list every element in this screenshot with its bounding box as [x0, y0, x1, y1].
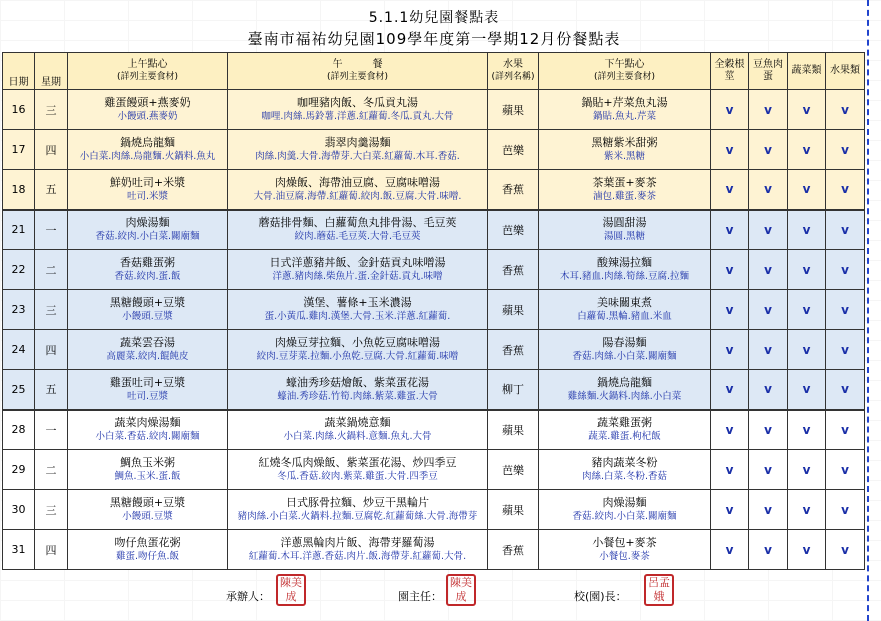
veg-check: v: [788, 170, 826, 210]
lunch-dish: 蘑菇排骨麵、白蘿蔔魚丸排骨湯、毛豆莢: [258, 216, 457, 230]
fruits-check: v: [826, 90, 865, 130]
header-am-snack-sub: (詳列主要食材): [116, 72, 179, 82]
am-snack-dish: 雞蛋饅頭+燕麥奶: [104, 96, 191, 109]
am-snack-dish: 香菇雞蛋粥: [120, 256, 175, 269]
header-date: 日期: [3, 53, 35, 90]
am-snack-cell: [68, 210, 228, 250]
date-cell: 23: [3, 290, 35, 330]
fruit-cell: 芭樂: [488, 130, 539, 170]
table-row: [3, 130, 865, 170]
lunch-ingredients: 肉絲.肉羹.大骨.海帶芽.大白菜.紅蘿蔔.木耳.香菇.: [255, 151, 460, 162]
table-row: [3, 250, 865, 290]
protein-check: v: [749, 250, 788, 290]
lunch-cell: [228, 250, 488, 290]
seal-char: 呂: [648, 576, 659, 589]
am-snack-ingredients: 香菇.絞肉.小白菜.關廟麵: [95, 231, 200, 243]
lunch-dish: 紅燒冬瓜肉燥飯、紫菜蛋花湯、炒四季豆: [258, 456, 457, 469]
am-snack-cell: [68, 130, 228, 170]
lunch-ingredients: 豬肉絲.小白菜.火鍋料.拉麵.豆腐乾.紅蘿蔔絲.大骨.海帶芽: [237, 511, 478, 522]
principal-label: 校(園)長：: [574, 590, 627, 603]
pm-snack-dish: 黑糖紫米甜粥: [591, 136, 658, 149]
am-snack-ingredients: 吐司.豆漿: [126, 390, 169, 402]
date-cell: 22: [3, 250, 35, 290]
am-snack-dish: 吻仔魚蛋花粥: [114, 536, 181, 549]
header-fruit: [488, 53, 539, 90]
date-cell: 24: [3, 330, 35, 370]
protein-check: v: [749, 90, 788, 130]
table-row: [3, 290, 865, 330]
table-row: [3, 450, 865, 490]
header-protein: [749, 53, 788, 90]
weekday-cell: 三: [35, 90, 68, 130]
lunch-dish: 漢堡、薯條+玉米濃湯: [303, 296, 412, 309]
am-snack-ingredients: 小饅頭.豆漿: [122, 311, 173, 322]
table-row: [3, 490, 865, 530]
lunch-ingredients: 咖哩.肉絲.馬鈴薯.洋蔥.紅蘿蔔.冬瓜.貢丸.大骨: [261, 111, 454, 122]
pm-snack-dish: 鍋燒烏龍麵: [597, 375, 652, 389]
lunch-ingredients: 冬瓜.香菇.絞肉.紫菜.雞蛋.大骨.四季豆: [277, 471, 438, 482]
table-row: [3, 330, 865, 370]
seal-char: 美: [291, 576, 302, 589]
veg-check: v: [788, 210, 826, 250]
menu-title: 臺南市福祐幼兒園109學年度第一學期12月份餐點表: [247, 30, 621, 48]
weekday-cell: 三: [35, 490, 68, 530]
am-snack-ingredients: 高麗菜.絞肉.餛飩皮: [106, 351, 189, 362]
seal-char: 孟: [659, 576, 670, 589]
date-cell: 29: [3, 450, 35, 490]
grains-check: v: [711, 410, 749, 450]
director-seal: [446, 574, 476, 606]
weekday-cell: 二: [35, 450, 68, 490]
grains-check: v: [711, 490, 749, 530]
header-fruits-label: 水果類: [830, 65, 860, 76]
header-am-snack: [68, 53, 228, 90]
pm-snack-cell: [539, 530, 711, 570]
director-label: 園主任：: [398, 590, 442, 603]
veg-check: v: [788, 450, 826, 490]
lunch-ingredients: 蠔油.秀珍菇.竹筍.肉絲.紫菜.雞蛋.大骨: [277, 390, 438, 402]
seal-char: 陳: [450, 576, 461, 589]
principal-seal: [644, 574, 674, 606]
am-snack-ingredients: 小饅頭.豆漿: [122, 511, 173, 522]
fruit-cell: 芭樂: [488, 210, 539, 250]
am-snack-dish: 鮮奶吐司+米漿: [109, 175, 186, 189]
seal-char: 陳: [280, 576, 291, 589]
header-weekday: 星期: [35, 53, 68, 90]
fruit-cell: 蘋果: [488, 290, 539, 330]
lunch-ingredients: 大骨.油豆腐.海帶.紅蘿蔔.絞肉.飯.豆腐.大骨.味噌.: [253, 190, 462, 202]
am-snack-cell: [68, 290, 228, 330]
header-lunch: [228, 53, 488, 90]
pm-snack-ingredients: 湯圓.黑糖: [603, 231, 646, 243]
lunch-dish: 蔬菜鍋燒意麵: [324, 416, 391, 430]
lunch-dish: 肉燥飯、海帶油豆腐、豆腐味噌湯: [275, 175, 440, 189]
seal-char: 成: [285, 590, 297, 603]
pm-snack-ingredients: 滷包.雞蛋.麥茶: [592, 190, 657, 202]
am-snack-cell: [68, 530, 228, 570]
am-snack-cell: [68, 330, 228, 370]
document-title: 5.1.1幼兒園餐點表: [368, 10, 500, 26]
lunch-dish: 洋蔥黑輪肉片飯、海帶芽羅蔔湯: [280, 536, 435, 549]
fruits-check: v: [826, 130, 865, 170]
header-veg-label: 蔬菜類: [791, 65, 822, 76]
fruits-check: v: [826, 490, 865, 530]
weekday-cell: 一: [35, 210, 68, 250]
date-cell: 31: [3, 530, 35, 570]
am-snack-ingredients: 鯛魚.玉米.蛋.飯: [114, 471, 181, 482]
table-row: [3, 530, 865, 570]
weekday-cell: 五: [35, 170, 68, 210]
pm-snack-dish: 陽春湯麵: [602, 336, 647, 349]
grains-check: v: [711, 210, 749, 250]
lunch-cell: [228, 210, 488, 250]
am-snack-dish: 蔬菜雲吞湯: [120, 336, 175, 349]
pm-snack-dish: 小餐包+麥茶: [592, 536, 657, 549]
am-snack-ingredients: 雞蛋.吻仔魚.飯: [115, 551, 180, 562]
page-break-line: [867, 0, 869, 621]
protein-check: v: [749, 170, 788, 210]
protein-check: v: [749, 330, 788, 370]
fruit-cell: 芭樂: [488, 450, 539, 490]
pm-snack-cell: [539, 170, 711, 210]
am-snack-dish: 鍋燒烏龍麵: [120, 136, 175, 149]
lunch-ingredients: 洋蔥.豬肉絲.柴魚片.蛋.金針菇.貢丸.味噌: [272, 271, 443, 282]
lunch-ingredients: 小白菜.肉絲.火鍋料.意麵.魚丸.大骨: [283, 431, 432, 443]
pm-snack-cell: [539, 370, 711, 410]
lunch-dish: 日式洋蔥豬丼飯、金針菇貢丸味噌湯: [269, 256, 446, 269]
veg-check: v: [788, 330, 826, 370]
header-fruit-title: 水果: [503, 59, 523, 70]
lunch-ingredients: 紅蘿蔔.木耳.洋蔥.香菇.肉片.飯.海帶芽.紅蘿蔔.大骨.: [248, 551, 467, 562]
grains-check: v: [711, 170, 749, 210]
pm-snack-dish: 豬肉蔬菜冬粉: [591, 456, 658, 469]
undertaker-seal: [276, 574, 306, 606]
pm-snack-ingredients: 香菇.肉絲.小白菜.關廟麵: [572, 351, 677, 362]
pm-snack-cell: [539, 290, 711, 330]
fruit-cell: 蘋果: [488, 410, 539, 450]
am-snack-dish: 雞蛋吐司+豆漿: [109, 375, 186, 389]
pm-snack-ingredients: 木耳.豬血.肉絲.筍絲.豆腐.拉麵: [559, 271, 690, 282]
protein-check: v: [749, 450, 788, 490]
meal-table: [2, 52, 865, 570]
pm-snack-cell: [539, 330, 711, 370]
pm-snack-dish: 肉燥湯麵: [602, 496, 647, 509]
pm-snack-cell: [539, 410, 711, 450]
header-grains-label: 全穀根莖: [714, 59, 745, 82]
weekday-cell: 四: [35, 330, 68, 370]
date-cell: 30: [3, 490, 35, 530]
fruits-check: v: [826, 170, 865, 210]
veg-check: v: [788, 250, 826, 290]
pm-snack-dish: 湯圓甜湯: [602, 216, 647, 230]
fruit-cell: 香蕉: [488, 250, 539, 290]
weekday-cell: 二: [35, 250, 68, 290]
lunch-cell: [228, 330, 488, 370]
pm-snack-cell: [539, 210, 711, 250]
table-row: [3, 90, 865, 130]
fruit-cell: 蘋果: [488, 90, 539, 130]
pm-snack-ingredients: 香菇.絞肉.小白菜.關廟麵: [572, 511, 677, 522]
protein-check: v: [749, 490, 788, 530]
lunch-cell: [228, 450, 488, 490]
fruit-cell: 香蕉: [488, 330, 539, 370]
pm-snack-ingredients: 小餐包.麥茶: [599, 551, 650, 562]
am-snack-dish: 蔬菜肉燥湯麵: [114, 416, 181, 430]
pm-snack-cell: [539, 130, 711, 170]
fruits-check: v: [826, 410, 865, 450]
signature-footer: [0, 574, 868, 614]
protein-check: v: [749, 410, 788, 450]
lunch-ingredients: 蛋.小黃瓜.雞肉.漢堡.大骨.玉米.洋蔥.紅蘿蔔.: [264, 311, 451, 322]
header-pm-snack-sub: (詳列主要食材): [593, 72, 656, 82]
date-cell: 28: [3, 410, 35, 450]
table-row: [3, 170, 865, 210]
lunch-cell: [228, 530, 488, 570]
date-cell: 25: [3, 370, 35, 410]
fruits-check: v: [826, 250, 865, 290]
lunch-cell: [228, 290, 488, 330]
am-snack-cell: [68, 410, 228, 450]
weekday-cell: 五: [35, 370, 68, 410]
table-header-row: [3, 53, 865, 90]
veg-check: v: [788, 90, 826, 130]
am-snack-dish: 黑糖饅頭+豆漿: [109, 296, 186, 309]
fruit-cell: 蘋果: [488, 490, 539, 530]
am-snack-cell: [68, 450, 228, 490]
am-snack-ingredients: 香菇.絞肉.蛋.飯: [114, 271, 181, 282]
fruit-cell: 柳丁: [488, 370, 539, 410]
pm-snack-dish: 美味關東煮: [597, 296, 652, 309]
weekday-cell: 四: [35, 530, 68, 570]
pm-snack-ingredients: 鍋貼.魚丸.芹菜: [592, 111, 657, 122]
lunch-dish: 咖哩豬肉飯、冬瓜貢丸湯: [297, 96, 418, 109]
weekday-cell: 三: [35, 290, 68, 330]
grains-check: v: [711, 370, 749, 410]
grains-check: v: [711, 90, 749, 130]
header-pm-snack: [539, 53, 711, 90]
am-snack-ingredients: 小白菜.肉絲.烏龍麵.火鍋料.魚丸: [79, 151, 216, 162]
lunch-dish: 日式豚骨拉麵、炒豆干黑輪片: [286, 496, 429, 509]
am-snack-dish: 肉燥湯麵: [125, 216, 170, 230]
date-cell: 18: [3, 170, 35, 210]
lunch-ingredients: 絞肉.蘑菇.毛豆莢.大骨.毛豆莢: [294, 231, 421, 243]
pm-snack-ingredients: 雞絲麵.火鍋料.肉絲.小白菜: [567, 390, 682, 402]
grains-check: v: [711, 290, 749, 330]
veg-check: v: [788, 130, 826, 170]
header-lunch-title: 午 餐: [332, 59, 383, 70]
fruits-check: v: [826, 530, 865, 570]
protein-check: v: [749, 530, 788, 570]
am-snack-cell: [68, 170, 228, 210]
veg-check: v: [788, 530, 826, 570]
fruits-check: v: [826, 450, 865, 490]
am-snack-cell: [68, 370, 228, 410]
lunch-cell: [228, 490, 488, 530]
am-snack-ingredients: 小白菜.香菇.絞肉.關廟麵: [95, 431, 200, 443]
lunch-dish: 翡翠肉羹湯麵: [324, 136, 391, 149]
pm-snack-cell: [539, 250, 711, 290]
am-snack-cell: [68, 490, 228, 530]
fruits-check: v: [826, 330, 865, 370]
veg-check: v: [788, 410, 826, 450]
pm-snack-dish: 茶葉蛋+麥茶: [592, 175, 657, 189]
protein-check: v: [749, 130, 788, 170]
pm-snack-ingredients: 蔬菜.雞蛋.枸杞飯: [588, 431, 661, 443]
header-lunch-sub: (詳列主要食材): [326, 72, 389, 82]
veg-check: v: [788, 290, 826, 330]
lunch-cell: [228, 130, 488, 170]
header-fruit-sub: (詳列名稱): [491, 72, 535, 82]
date-cell: 21: [3, 210, 35, 250]
fruits-check: v: [826, 210, 865, 250]
pm-snack-cell: [539, 490, 711, 530]
header-pm-snack-title: 下午點心: [604, 59, 645, 70]
pm-snack-ingredients: 紫米.黑糖: [603, 151, 646, 162]
seal-char: 美: [461, 576, 472, 589]
meal-table-body: [3, 90, 865, 570]
am-snack-ingredients: 吐司.米漿: [126, 190, 169, 202]
header-fruits: [826, 53, 865, 90]
am-snack-dish: 鯛魚玉米粥: [120, 456, 175, 469]
seal-char: 成: [455, 590, 467, 603]
weekday-cell: 四: [35, 130, 68, 170]
veg-check: v: [788, 370, 826, 410]
fruits-check: v: [826, 370, 865, 410]
header-grains: [711, 53, 749, 90]
lunch-cell: [228, 410, 488, 450]
date-cell: 16: [3, 90, 35, 130]
am-snack-dish: 黑糖饅頭+豆漿: [109, 496, 186, 509]
seal-char: 娥: [653, 590, 665, 603]
fruits-check: v: [826, 290, 865, 330]
pm-snack-cell: [539, 450, 711, 490]
pm-snack-dish: 鍋貼+芹菜魚丸湯: [581, 96, 668, 109]
grains-check: v: [711, 130, 749, 170]
header-protein-label: 豆魚肉蛋: [753, 59, 783, 82]
lunch-cell: [228, 370, 488, 410]
protein-check: v: [749, 370, 788, 410]
lunch-ingredients: 絞肉.豆芽菜.拉麵.小魚乾.豆腐.大骨.紅蘿蔔.味噌: [256, 351, 459, 362]
pm-snack-dish: 酸辣湯拉麵: [597, 256, 652, 269]
grains-check: v: [711, 450, 749, 490]
pm-snack-ingredients: 肉絲.白菜.冬粉.香菇: [581, 471, 668, 482]
header-veg: [788, 53, 826, 90]
pm-snack-ingredients: 白蘿蔔.黑輪.豬血.米血: [577, 311, 672, 322]
am-snack-cell: [68, 90, 228, 130]
lunch-cell: [228, 170, 488, 210]
protein-check: v: [749, 290, 788, 330]
grains-check: v: [711, 250, 749, 290]
pm-snack-cell: [539, 90, 711, 130]
protein-check: v: [749, 210, 788, 250]
lunch-dish: 肉燥豆芽拉麵、小魚乾豆腐味噌湯: [275, 336, 440, 349]
fruit-cell: 香蕉: [488, 170, 539, 210]
fruit-cell: 香蕉: [488, 530, 539, 570]
table-row: [3, 370, 865, 410]
weekday-cell: 一: [35, 410, 68, 450]
date-cell: 17: [3, 130, 35, 170]
am-snack-ingredients: 小饅頭.燕麥奶: [117, 111, 178, 122]
header-am-snack-title: 上午點心: [127, 59, 168, 70]
grains-check: v: [711, 330, 749, 370]
am-snack-cell: [68, 250, 228, 290]
table-row: [3, 210, 865, 250]
grains-check: v: [711, 530, 749, 570]
lunch-cell: [228, 90, 488, 130]
lunch-dish: 蠔油秀珍菇燴飯、紫菜蛋花湯: [286, 375, 429, 389]
undertaker-label: 承辦人：: [226, 590, 270, 603]
table-row: [3, 410, 865, 450]
veg-check: v: [788, 490, 826, 530]
pm-snack-dish: 蔬菜雞蛋粥: [597, 416, 652, 430]
